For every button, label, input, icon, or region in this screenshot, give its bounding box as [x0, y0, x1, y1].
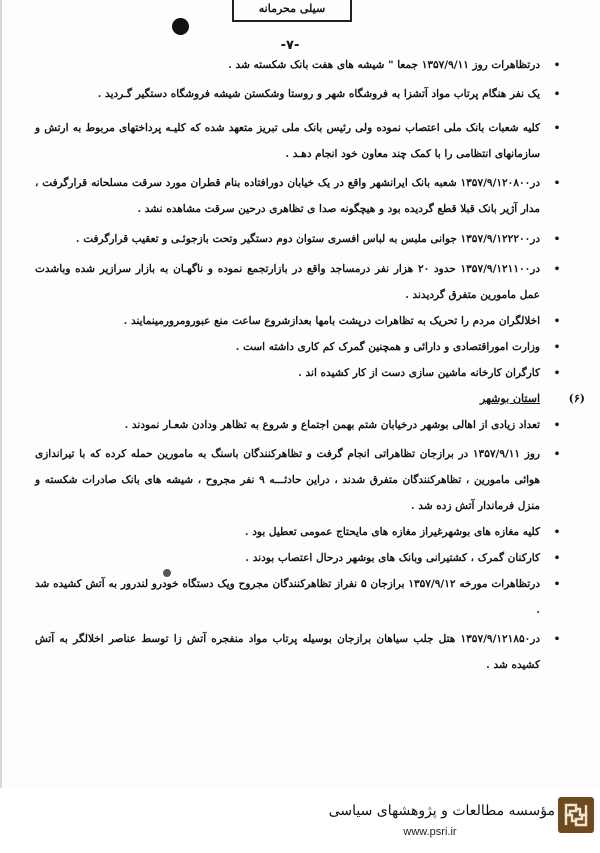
paragraph: [35, 52, 561, 78]
paragraph: [35, 545, 561, 571]
paragraph: [35, 571, 561, 623]
paragraph-text: کارکنان گمرک ، کشتیرانی وبانک های بوشهر درحال اعتصاب بودند .: [245, 552, 540, 564]
paragraph-text: وزارت اموراقتصادی و دارائی و همچنین گمرک کم کاری داشته است .: [235, 341, 540, 353]
page-number: -۷-: [280, 38, 300, 53]
section-heading: [35, 386, 585, 412]
dot-bullet: •: [553, 419, 561, 431]
paragraph-text: کارگران کارخانه ماشین سازی دست از کار کشیده اند .: [298, 367, 540, 379]
psri-logo-icon: [558, 797, 594, 833]
institute-name: مؤسسه مطالعات و پژوهشهای سیاسی: [328, 803, 555, 819]
footer-background: [0, 788, 600, 853]
classification-stamp: سیلی محرمانه: [232, 0, 352, 22]
paragraph-text: کلیه شعبات بانک ملی اعتصاب نموده ولی رئیس بانک ملی تبریز متعهد شده که کلیـه پرداختهای مربوط به ارتش و سازمانهای انتظامی را با کمک چند معاون خود انجام دهـد .: [35, 122, 540, 160]
dot-bullet: •: [553, 341, 561, 353]
watermark-footer: [0, 788, 600, 853]
paragraph: [35, 81, 561, 107]
document-body: [35, 52, 585, 678]
paragraph-text: کلیه مغازه های بوشهرغیراز مغازه های مایحتاج عمومی تعطیل بود .: [244, 526, 540, 538]
punch-hole-mark: [172, 18, 189, 35]
paragraph: [35, 115, 561, 167]
dot-bullet: •: [553, 578, 561, 590]
paragraph: [35, 256, 561, 308]
paragraph: [35, 170, 561, 222]
dot-bullet: •: [553, 526, 561, 538]
dot-bullet: •: [553, 633, 561, 645]
dot-bullet: •: [553, 552, 561, 564]
paragraph: [35, 626, 561, 678]
dot-bullet: •: [553, 263, 561, 275]
paragraph: [35, 441, 561, 519]
dot-bullet: •: [553, 59, 561, 71]
paragraph: [35, 360, 561, 386]
dot-bullet: •: [553, 88, 561, 100]
dot-bullet: •: [553, 233, 561, 245]
psri-logo-icon: [562, 801, 590, 829]
paragraph-text: در۱۳۵۷/۹/۱۲۱۸۵۰ هتل جلب سیاهان برازجان بوسیله پرتاب مواد منفجره آتش زا توسط عناصر اخلالگر به آتش کشیده شد .: [35, 633, 540, 671]
section-title: استان بوشهر: [480, 392, 540, 405]
paragraph-text: اخلالگران مردم را تحریک به تظاهرات درپشت بامها بعدازشروع ساعت منع عبورومرورمینمایند .: [123, 315, 540, 327]
paragraph: [35, 519, 561, 545]
dot-bullet: •: [553, 367, 561, 379]
paragraph: [35, 226, 561, 252]
paragraph-text: در۱۳۵۷/۹/۱۲۱۱۰۰ حدود ۲۰ هزار نفر درمساجد واقع در بازارتجمع نموده و ناگهـان به بازار سرازیر شده وباشدت عمل مامورین متفرق گردیدند .: [35, 263, 540, 301]
paragraph-text: در۱۳۵۷/۹/۱۲۲۲۰۰ جوانی ملبس به لباس افسری ستوان دوم دستگیر وتحت بازجوئـی و تعقیب قرارگرفت .: [75, 233, 540, 245]
paragraph: [35, 308, 561, 334]
section-number: (۶): [568, 392, 585, 405]
paragraph: [35, 412, 561, 438]
page-edge: [0, 0, 2, 853]
paragraph: [35, 334, 561, 360]
dot-bullet: •: [553, 448, 561, 460]
dot-bullet: •: [553, 315, 561, 327]
dot-bullet: •: [553, 122, 561, 134]
paragraph-text: تعداد زیادی از اهالی بوشهر درخیابان شتم بهمن اجتماع و شروع به تظاهر ودادن شعـار نمودند .: [124, 419, 540, 431]
paragraph-text: درتظاهرات روز ۱۳۵۷/۹/۱۱ جمعا " شیشه های هفت بانک شکسته شد .: [228, 59, 540, 71]
paragraph-text: روز ۱۳۵۷/۹/۱۱ در برازجان تظاهراتی انجام گرفت و تظاهرکنندگان باسنگ به مامورین حمله کرده که با تیراندازی هوائی مامورین ، تظاهرکنندگان متفرق شدند ، دراین حادثـــه ۹ نفر مجروح ، شیشه های بانک صادرات شکسته و منزل فرماندار آتش زده شد .: [35, 448, 540, 512]
paragraph-text: یک نفر هنگام پرتاب مواد آتشزا به فروشگاه شهر و روستا وشکستن شیشه فروشگاه دستگیر گـردید .: [97, 88, 540, 100]
paragraph-text: در۱۳۵۷/۹/۱۲۰۸۰۰ شعبه بانک ایرانشهر واقع در یک خیابان دورافتاده بنام قطران مورد سرقت مسلحانه قرارگرفت ، مدار آژیر بانک قبلا قطع گردیده بود و هیچگونه صدا ی تظاهری درحین سرقت مشاهده نشد .: [35, 177, 540, 215]
paragraph-text: درتظاهرات مورخه ۱۳۵۷/۹/۱۲ برازجان ۵ نفراز تظاهرکنندگان مجروح ویک دستگاه خودرو لندرور به آتش کشیده شد .: [35, 578, 540, 616]
dot-bullet: •: [553, 177, 561, 189]
institute-url[interactable]: www.psri.ir: [403, 826, 457, 838]
